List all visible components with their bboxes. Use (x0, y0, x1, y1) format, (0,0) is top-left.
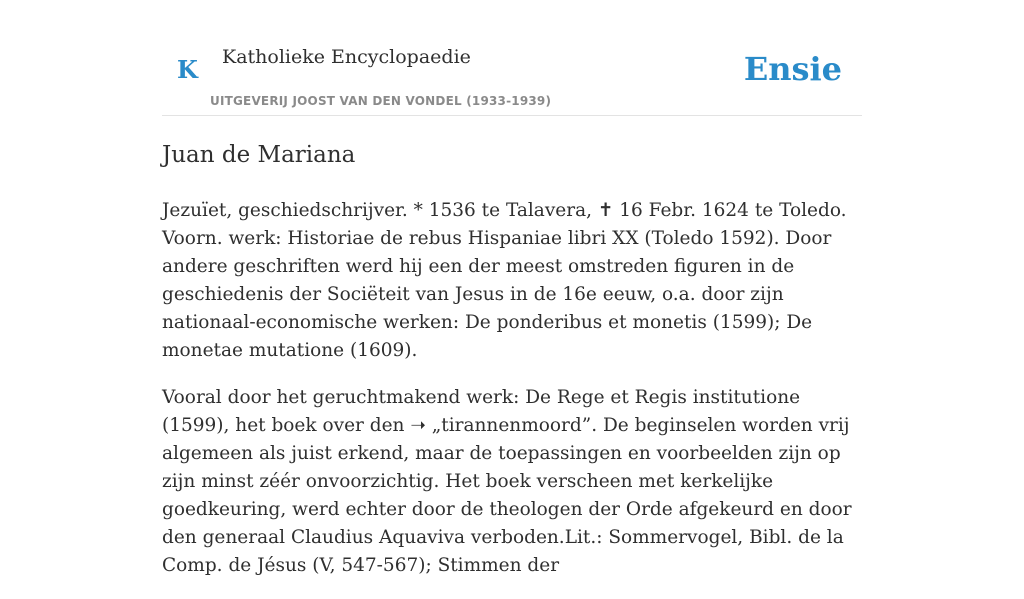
site-header (162, 30, 862, 116)
publisher-subtitle: UITGEVERIJ JOOST VAN DEN VONDEL (1933-1939) (210, 94, 552, 108)
article-paragraph-1: Jezuïet, geschiedschrijver. * 1536 te Talavera, ✝ 16 Febr. 1624 te Toledo. Voorn. werk: Historiae de rebus Hispaniae libri XX (Toledo 1592). Door andere geschriften werd hij een der meest omstreden figuren in de geschiedenis der Sociëteit van Jesus in de 16e eeuw, o.a. door zijn nationaal-economische werken: De ponderibus et monetis (1599); De monetae mutatione (1609). (162, 200, 847, 361)
encyclopedia-title-link[interactable]: Katholieke Encyclopaedie (222, 46, 471, 68)
article-paragraph-2 (162, 384, 862, 580)
ensie-brand-logo[interactable]: Ensie (743, 50, 842, 88)
encyclopedia-logo[interactable]: K (177, 55, 198, 84)
tirannenmoord-reference-link[interactable]: ➝ „tirannenmoord” (410, 415, 592, 436)
article (162, 140, 862, 599)
paragraph-2-text-before: Vooral door het geruchtmakend werk: De Rege et Regis institutione (1599), het boek over den (162, 387, 801, 436)
article-title: Juan de Mariana (162, 142, 356, 168)
paragraph-2-text-after: . De beginselen worden vrij algemeen als juist erkend, maar de toepassingen en voorbeelden zijn op zijn minst zéér onvoorzichtig. Het boek verscheen met kerkelijke goedkeuring, werd echter door de theologen der Orde afgekeurd en door den generaal Claudius Aquaviva verboden.Lit.: Sommervogel, Bibl. de la Comp. de Jésus (V, 547-567); Stimmen der (162, 415, 852, 576)
